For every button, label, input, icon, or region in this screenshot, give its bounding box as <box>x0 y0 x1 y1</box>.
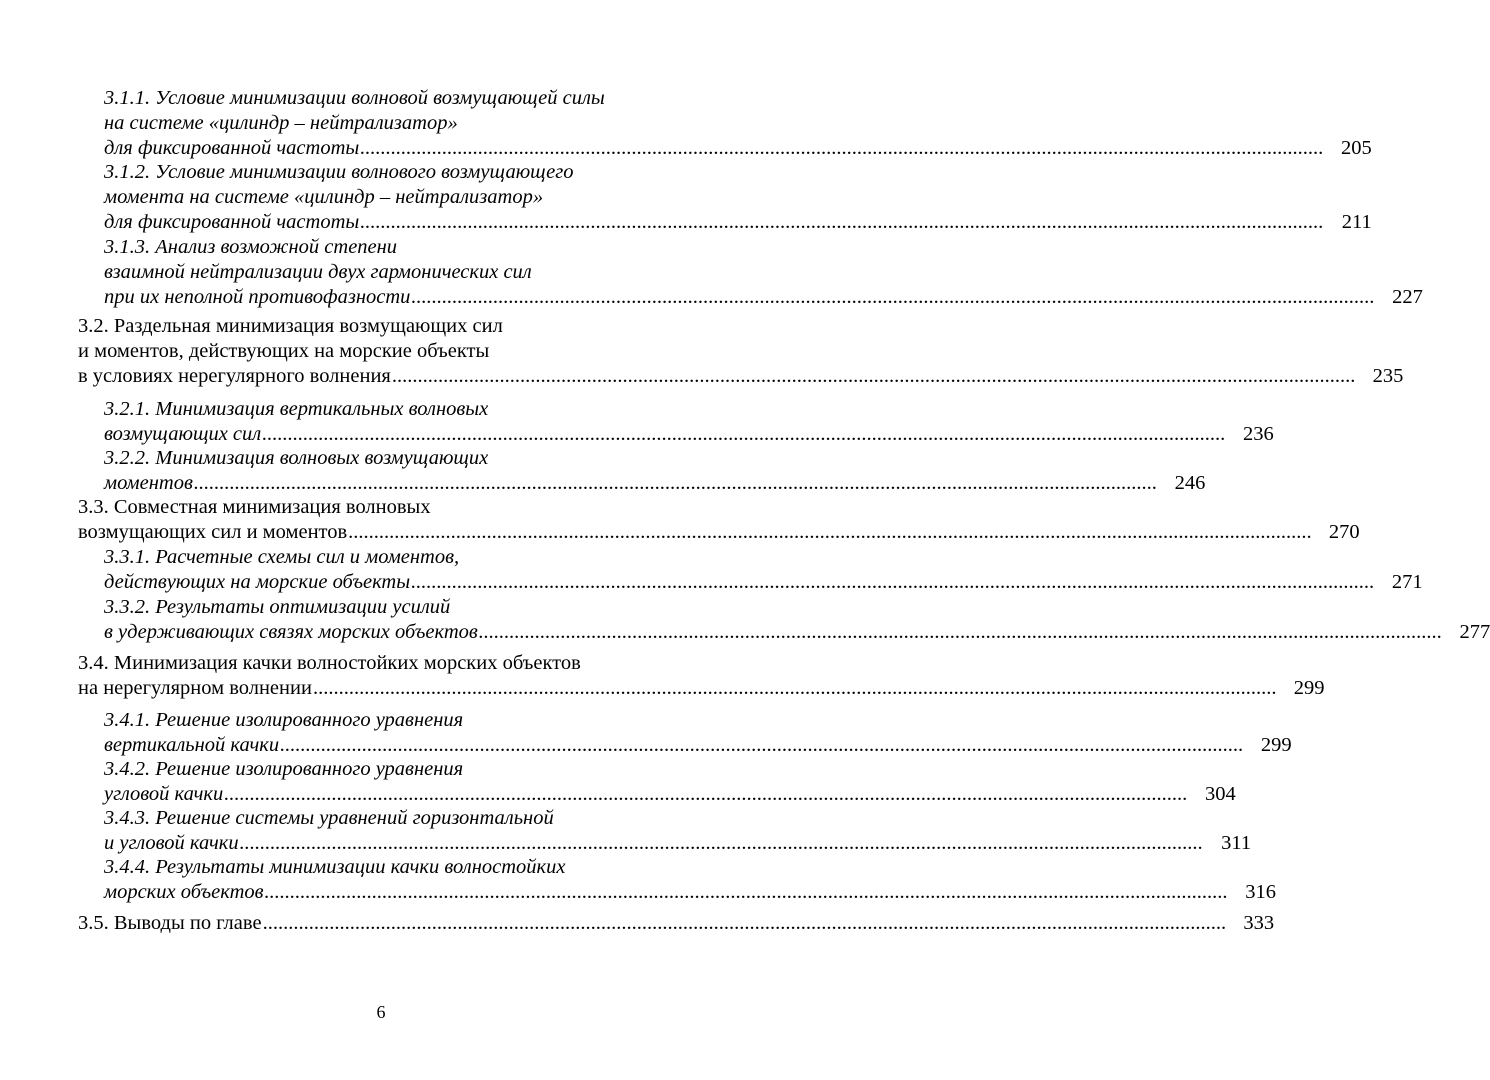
toc-entry-text-line: 3.2.2. Минимизация волновых возмущающих <box>104 447 489 469</box>
toc-entry-3-4-3[interactable] <box>104 806 1252 856</box>
toc-entry-last-line <box>104 880 1277 905</box>
toc-entry-text-line: на нерегулярном волнении <box>78 677 312 699</box>
toc-entry-3-3-1[interactable] <box>104 545 1423 595</box>
toc-entry-text-line: 3.2. Раздельная минимизация возмущающих сил <box>78 315 503 337</box>
toc-entry-3-4[interactable] <box>78 651 1325 701</box>
toc-entry-text-line: 3.4.1. Решение изолированного уравнения <box>104 709 464 731</box>
toc-entry-last-line <box>78 520 1360 545</box>
toc-entry-text-line: 3.5. Выводы по главе <box>78 912 262 934</box>
dot-leader <box>479 620 1443 645</box>
toc-page-number: 299 <box>1293 677 1325 699</box>
toc-page-number: 277 <box>1459 621 1490 643</box>
toc-entry-last-line <box>104 471 1206 496</box>
toc-page-number: 211 <box>1341 211 1372 233</box>
toc-page-number: 236 <box>1242 423 1274 445</box>
toc-entry-text-line: 3.1.2. Условие минимизации волнового возмущающего <box>104 161 574 183</box>
toc-entry-last-line <box>78 911 1275 936</box>
dot-leader <box>263 911 1227 936</box>
dot-leader <box>280 733 1244 758</box>
toc-entry-last-line <box>104 782 1236 807</box>
toc-entry-3-5[interactable] <box>78 911 1275 936</box>
toc-entry-text-line: на системе «цилиндр – нейтрализатор» <box>104 112 458 134</box>
toc-entry-3-2-2[interactable] <box>104 446 1206 496</box>
toc-entry-3-4-2[interactable] <box>104 757 1236 807</box>
toc-entry-text-line: 3.4. Минимизация качки волностойких морских объектов <box>78 652 581 674</box>
toc-entry-3-1-2[interactable] <box>104 160 1372 235</box>
toc-entry-text-line: 3.4.2. Решение изолированного уравнения <box>104 758 464 780</box>
toc-entry-text-line: при их неполной противофазности <box>104 286 411 308</box>
toc-entry-text-line: взаимной нейтрализации двух гармонических сил <box>104 261 532 283</box>
toc-page-number: 311 <box>1221 832 1252 854</box>
toc-entry-text-line: возмущающих сил <box>104 423 262 445</box>
toc-entry-text-line: 3.3. Совместная минимизация волновых <box>78 496 431 518</box>
toc-page-number: 299 <box>1260 734 1292 756</box>
toc-entry-3-4-4[interactable] <box>104 855 1277 905</box>
toc-entry-text-line: для фиксированной частоты <box>104 137 360 159</box>
toc-entry-text-line: 3.4.3. Решение системы уравнений горизонтальной <box>104 807 554 829</box>
toc-entry-text-line: 3.4.4. Результаты минимизации качки волностойких <box>104 856 566 878</box>
toc-page-number: 270 <box>1328 521 1360 543</box>
toc-entry-text-line: момента на системе «цилиндр – нейтрализатор» <box>104 186 544 208</box>
toc-entry-text-line: 3.1.3. Анализ возможной степени <box>104 236 398 258</box>
toc-entry-text-line: 3.1.1. Условие минимизации волновой возмущающей силы <box>104 87 605 109</box>
page-number: 6 <box>376 1002 386 1022</box>
toc-page-number: 304 <box>1204 783 1236 805</box>
toc-page-number: 316 <box>1245 881 1277 903</box>
toc-page-number: 235 <box>1372 365 1404 387</box>
toc-entry-3-2[interactable] <box>78 314 1404 389</box>
toc-entry-text-line: вертикальной качки <box>104 734 280 756</box>
toc-entry-text-line: действующих на морские объекты <box>104 571 411 593</box>
toc-entry-text-line: 3.3.1. Расчетные схемы сил и моментов, <box>104 546 460 568</box>
toc-entry-3-2-1[interactable] <box>104 397 1274 447</box>
toc-entry-text-line: в удерживающих связях морских объектов <box>104 621 478 643</box>
dot-leader <box>392 364 1356 389</box>
toc-entry-last-line <box>104 831 1252 856</box>
toc-entry-text-line: морских объектов <box>104 881 264 903</box>
toc-entry-3-4-1[interactable] <box>104 708 1292 758</box>
toc-page-number: 246 <box>1174 472 1206 494</box>
toc-entry-3-1-3[interactable] <box>104 235 1423 310</box>
toc-entry-last-line <box>104 285 1423 310</box>
dot-leader <box>240 831 1204 856</box>
toc-entry-text-line: угловой качки <box>104 783 224 805</box>
toc-entry-text-line: и угловой качки <box>104 832 239 854</box>
toc-entry-text-line: возмущающих сил и моментов <box>78 521 348 543</box>
toc-entry-text-line: 3.3.2. Результаты оптимизации усилий <box>104 596 451 618</box>
toc-entry-last-line <box>78 676 1325 701</box>
dot-leader <box>262 422 1226 447</box>
toc-entry-text-line: для фиксированной частоты <box>104 211 360 233</box>
toc-page-number: 333 <box>1243 912 1275 934</box>
dot-leader <box>348 520 1312 545</box>
toc-entry-text-line: 3.2.1. Минимизация вертикальных волновых <box>104 398 489 420</box>
dot-leader <box>411 285 1375 310</box>
toc-entry-text-line: и моментов, действующих на морские объекты <box>78 340 490 362</box>
toc-entry-text-line: в условиях нерегулярного волнения <box>78 365 391 387</box>
dot-leader <box>224 782 1188 807</box>
toc-entry-last-line <box>104 733 1292 758</box>
toc-entry-3-3-2[interactable] <box>104 595 1490 645</box>
dot-leader <box>265 880 1229 905</box>
toc-page-number: 205 <box>1341 137 1372 159</box>
toc-entry-last-line <box>104 210 1372 235</box>
dot-leader <box>360 210 1324 235</box>
toc-entry-last-line <box>104 422 1274 447</box>
toc-entry-text-line: моментов <box>104 472 193 494</box>
toc-page-number: 227 <box>1392 286 1423 308</box>
toc-entry-3-1-1[interactable] <box>104 86 1372 161</box>
dot-leader <box>194 471 1158 496</box>
toc-entry-last-line <box>104 570 1423 595</box>
dot-leader <box>313 676 1277 701</box>
toc-entry-last-line <box>78 364 1404 389</box>
dot-leader <box>360 136 1324 161</box>
dot-leader <box>411 570 1375 595</box>
toc-entry-3-3[interactable] <box>78 495 1360 545</box>
toc-page-number: 271 <box>1391 571 1423 593</box>
toc-entry-last-line <box>104 620 1490 645</box>
toc-entry-last-line <box>104 136 1372 161</box>
